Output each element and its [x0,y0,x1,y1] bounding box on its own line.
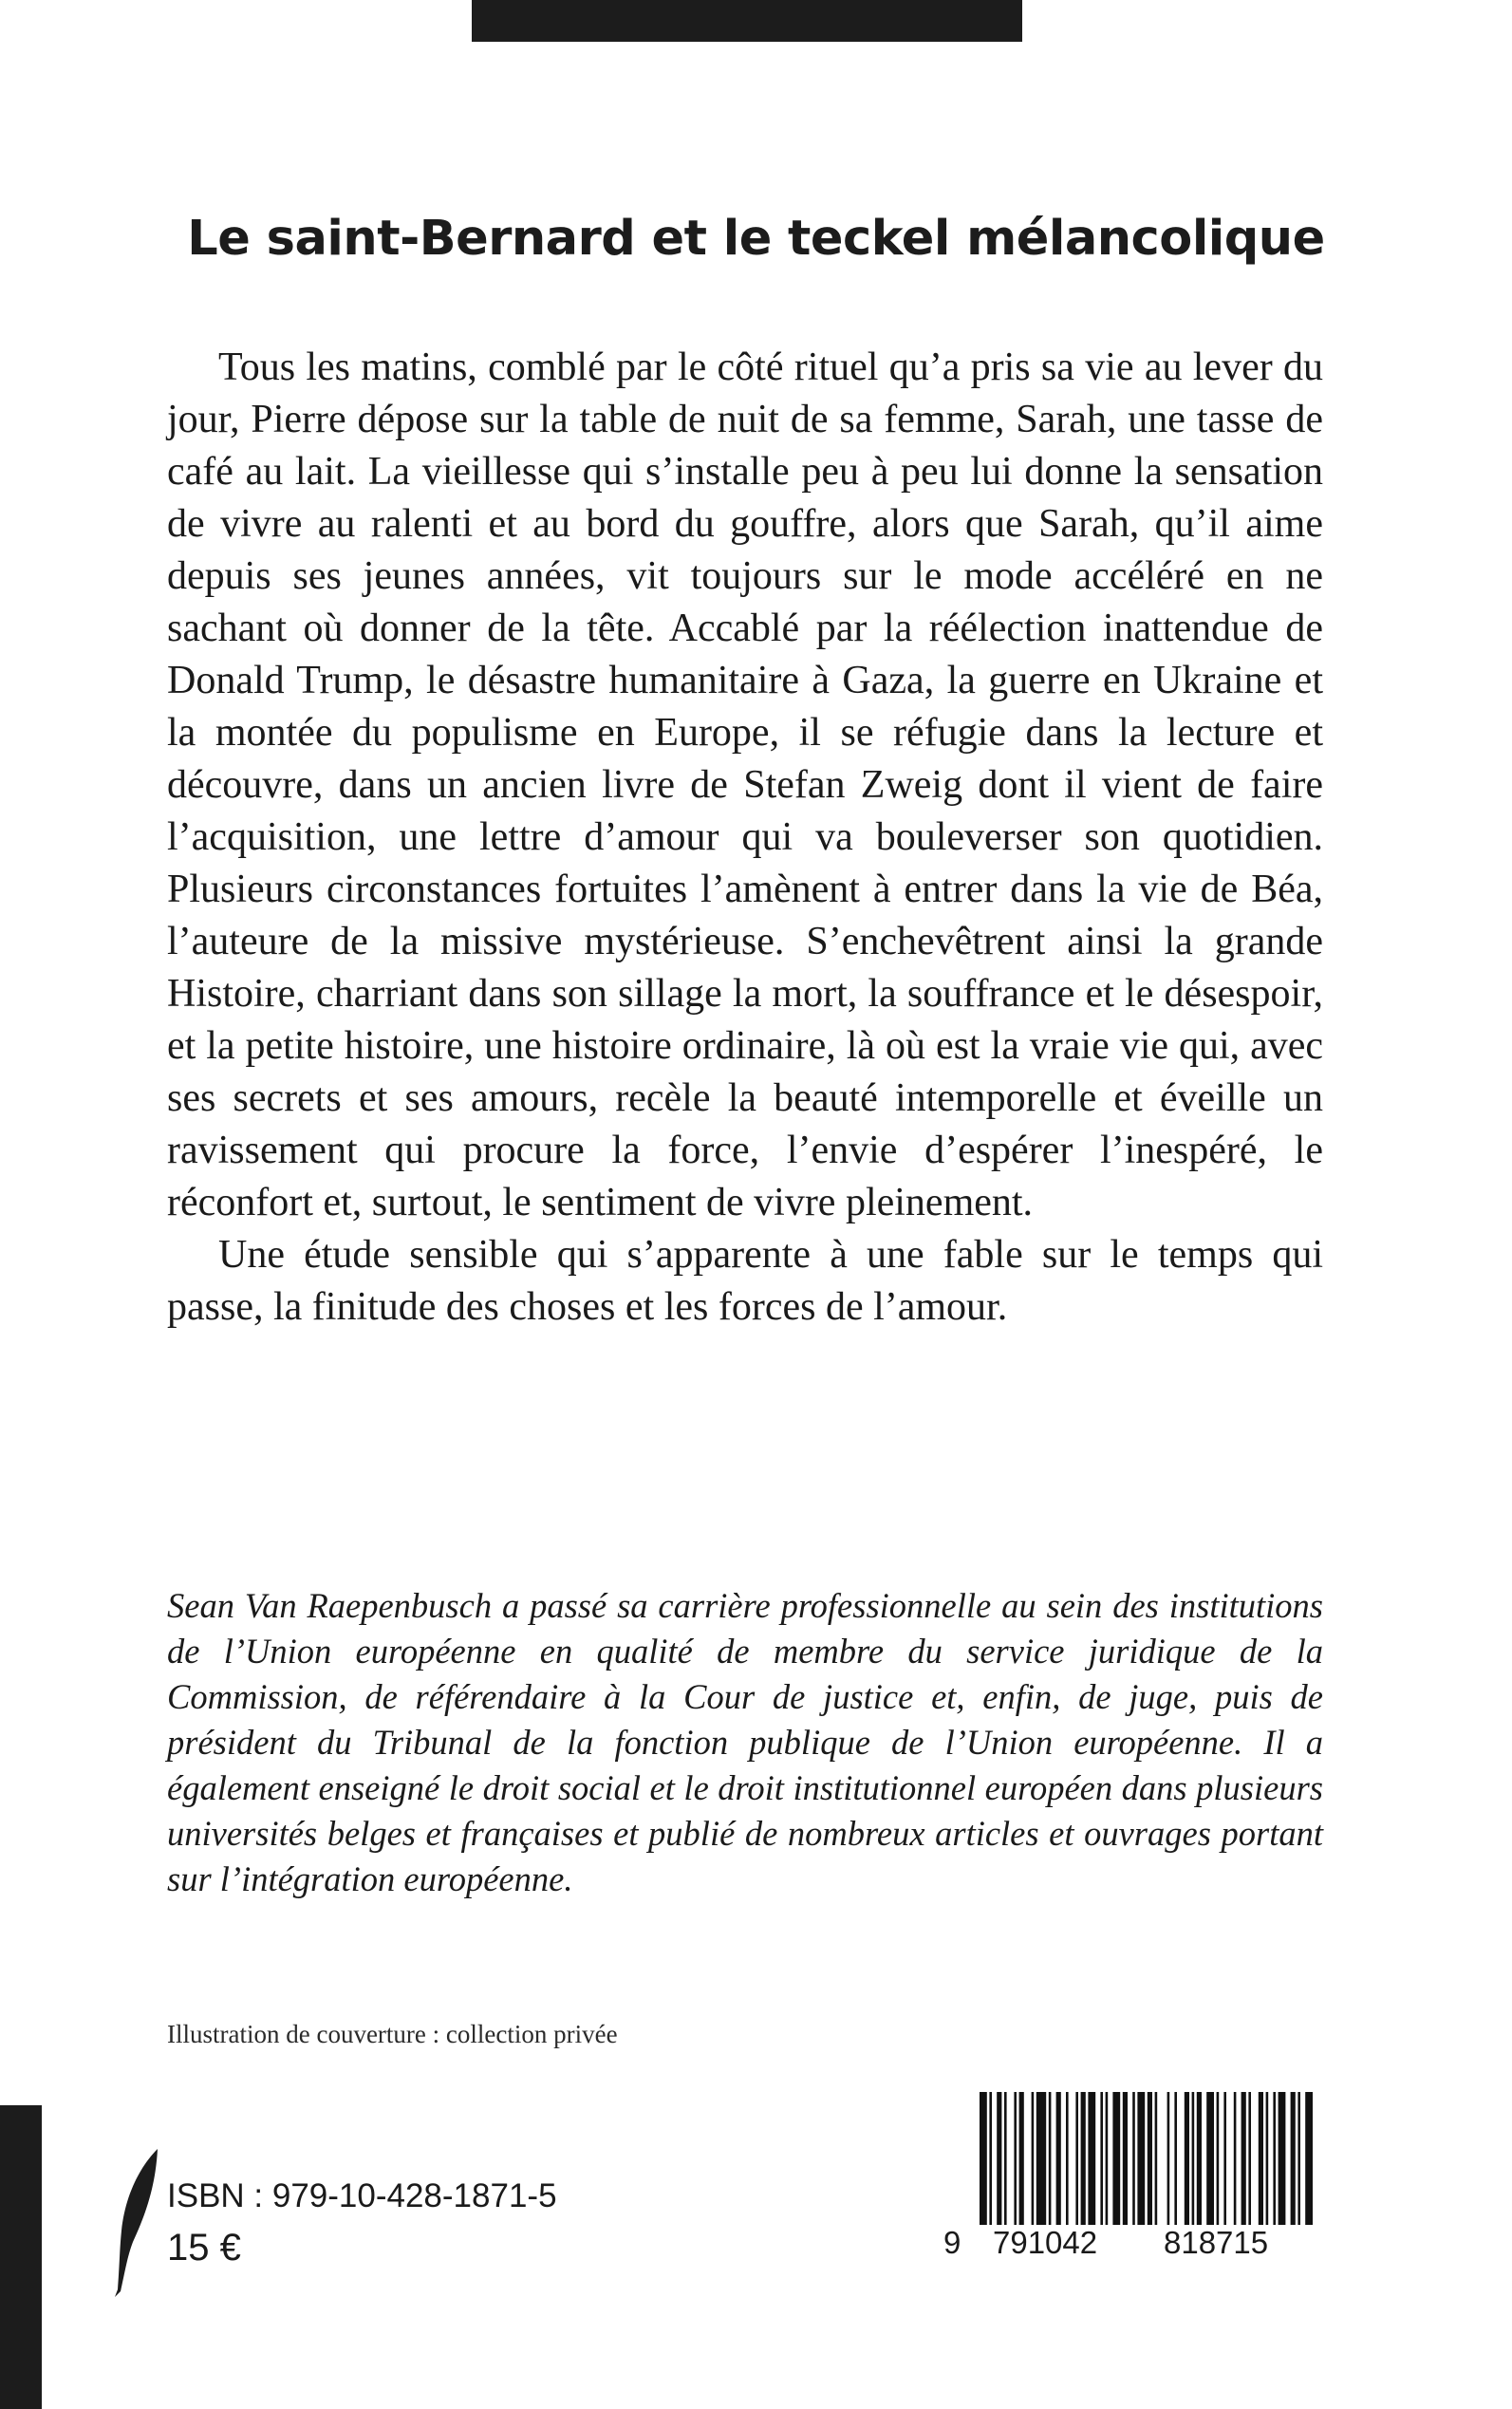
barcode-bar [1291,2092,1296,2225]
barcode-digit-group: 9 [943,2225,961,2260]
price: 15 € [167,2227,241,2269]
barcode-bar [1197,2092,1202,2225]
barcode-bar [1019,2092,1024,2225]
barcode-digit-group: 791042 [993,2225,1098,2260]
barcode-bar [1192,2092,1195,2225]
barcode-bar [1032,2092,1035,2225]
feather-icon [112,2147,159,2299]
barcode-bar [1305,2092,1313,2225]
isbn: ISBN : 979-10-428-1871-5 [167,2177,557,2214]
barcode-bar [1112,2092,1120,2225]
barcode-bar [1297,2092,1300,2225]
barcode-bar [1081,2092,1086,2225]
barcode-bar [1248,2092,1251,2225]
barcode-bar [1206,2092,1214,2225]
synopsis-paragraph: Tous les matins, comblé par le côté rituel qu’a pris sa vie au lever du jour, Pierre dépose sur la table de nuit de sa femme, Sarah, une tasse de café au lait. La vieillesse qui s’installe peu à peu lui donne la sensation de vivre au ralenti et au bord du gouffre, alors que Sarah, qu’il aime depuis ses jeunes années, vit toujours sur le mode accéléré en ne sachant où donner de la tête. Accablé par la réélection inattendue de Donald Trump, le désastre humanitaire à Gaza, la guerre en Ukraine et la montée du populisme en Europe, il se réfugie dans la lecture et découvre, dans un ancien livre de Stefan Zweig dont il vient de faire l’acquisition, une lettre d’amour qui va bouleverser son quotidien. Plusieurs circonstances fortuites l’amènent à entrer dans la vie de Béa, l’auteure de la missive mystérieuse. S’enchevêtrent ainsi la grande Histoire, charriant dans son sillage la mort, la souffrance et le désespoir, et la petite histoire, une histoire ordinaire, là où est la vraie vie qui, avec ses secrets et ses amours, recèle la beauté intemporelle et éveille un ravissement qui procure la force, l’envie d’espérer l’inespéré, le réconfort et, surtout, le sentiment de vivre pleinement. [167,345,1323,1224]
barcode-bar [1056,2092,1061,2225]
barcode-bar [1174,2092,1177,2225]
author-bio: Sean Van Raepenbusch a passé sa carrière professionnelle au sein des institutions de l’Union européenne en qualité de membre du service juridique de la Commission, de référendaire à la Cour de justice et, enfin, de juge, puis de président du Tribunal de la fonction publique de l’Union européenne. Il a également enseigné le droit social et le droit institutionnel européen dans plusieurs universités belges et françaises et publié de nombreux articles et ouvrages portant sur l’intégration européenne. [167,1586,1323,1898]
barcode-bar [1036,2092,1046,2225]
barcode-bar [1014,2092,1017,2225]
barcode-bar [1241,2092,1246,2225]
barcode-bar [1259,2092,1263,2225]
barcode-bar [1148,2092,1152,2225]
barcode-bar [1106,2092,1109,2225]
barcode-bar [1075,2092,1078,2225]
book-title: Le saint-Bernard et le teckel mélancolique [187,211,1325,267]
barcode-bar [1088,2092,1095,2225]
barcode-bar [1049,2092,1052,2225]
barcode-bar [989,2092,992,2225]
barcode-bar [1100,2092,1103,2225]
barcode-bar [980,2092,987,2225]
barcode-bar [1066,2092,1069,2225]
barcode-bar [1137,2092,1145,2225]
top-decorative-bar [472,0,1022,42]
barcode-bar [1223,2092,1226,2225]
barcode [942,2084,1314,2316]
barcode-bar [1132,2092,1135,2225]
barcode-bar [997,2092,1001,2225]
barcode-bar [1185,2092,1189,2225]
illustration-credit: Illustration de couverture : collection privée [167,2020,618,2048]
synopsis [167,342,1323,1334]
side-decorative-bar [0,2105,42,2409]
barcode-bar [1167,2092,1170,2225]
barcode-bar [1266,2092,1269,2225]
barcode-bar [1273,2092,1276,2225]
barcode-bar [1279,2092,1286,2225]
barcode-bar [1004,2092,1007,2225]
barcode-digit-group: 818715 [1164,2225,1269,2260]
synopsis-paragraph: Une étude sensible qui s’apparente à une fable sur le temps qui passe, la finitude des choses et les forces de l’amour. [167,1233,1323,1329]
barcode-bar [1123,2092,1128,2225]
barcode-bar [1217,2092,1220,2225]
barcode-bar [1234,2092,1237,2225]
barcode-bar [1155,2092,1158,2225]
